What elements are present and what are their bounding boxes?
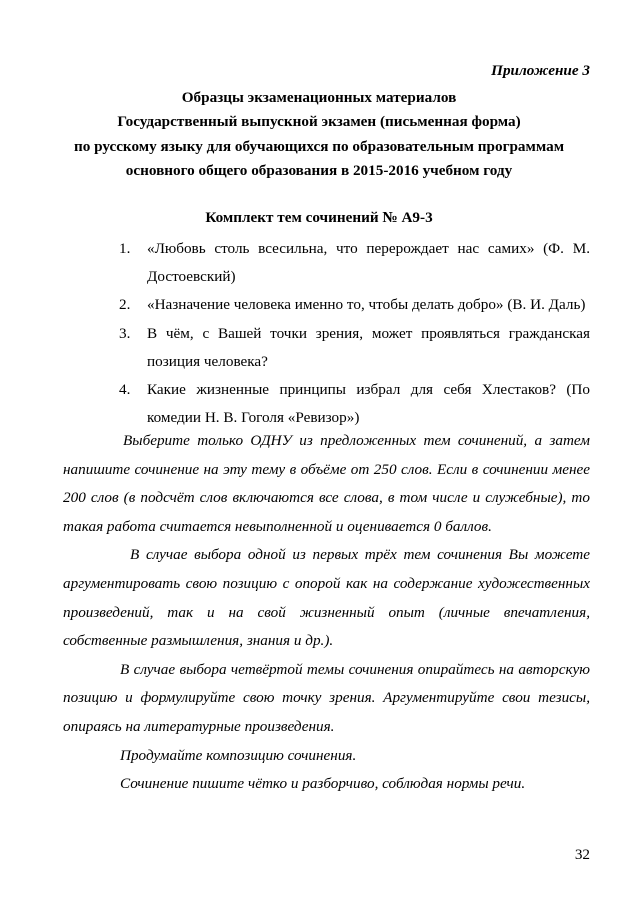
heading-line-1: Образцы экзаменационных материалов (181, 89, 457, 106)
heading-line-3: по русскому языку для обучающихся по образовательным программам (73, 137, 565, 155)
heading-line-4: основного общего образования в 2015-2016 учебном году (125, 162, 513, 180)
instruction-paragraph: Сочинение пишите чётко и разборчиво, соблюдая нормы речи. (120, 775, 526, 793)
topic-list (119, 235, 590, 432)
instructions-block (63, 427, 590, 799)
topic-item (119, 320, 590, 376)
appendix-label: Приложение 3 (491, 62, 590, 79)
instruction-paragraph: В случае выбора четвёртой темы сочинения опирайтесь на авторскую позицию и формулируйте свою точку зрения. Аргументируйте свои тезисы, опираясь на литературные произведения. (63, 660, 590, 735)
instruction-paragraph: Продумайте композицию сочинения. (120, 746, 357, 764)
topic-set-title: Комплект тем сочинений № А9-3 (205, 209, 433, 226)
heading-line-2: Государственный выпускной экзамен (письменная форма) (117, 113, 521, 131)
document-heading (48, 86, 590, 184)
topic-number: 1. (119, 240, 131, 257)
topic-item (119, 235, 590, 291)
topic-number: 2. (119, 296, 131, 314)
topic-text: В чём, с Вашей точки зрения, может проявляться гражданская позиция человека? (147, 324, 590, 370)
topic-text: «Назначение человека именно то, чтобы делать добро» (В. И. Даль) (147, 296, 586, 314)
topic-number: 4. (119, 381, 131, 399)
topic-text: Какие жизненные принципы избрал для себя Хлестаков? (По комедии Н. В. Гоголя «Ревизор») (147, 381, 590, 427)
topic-text: «Любовь столь всесильна, что перерождает нас самих» (Ф. М. Достоевский) (147, 240, 590, 286)
instruction-paragraph: Выберите только ОДНУ из предложенных тем сочинений, а затем напишите сочинение на эту тему в объёме от 250 слов. Если в сочинении менее 200 слов (в подсчёт слов включаются все слова, в том числе и служебные), то такая работа считается невыполненной и оценивается 0 баллов. (63, 432, 590, 535)
topic-item (119, 376, 590, 432)
topic-number: 3. (119, 324, 131, 342)
topic-item (119, 291, 590, 319)
page-number: 32 (574, 846, 590, 863)
instruction-paragraph: В случае выбора одной из первых трёх тем сочинения Вы можете аргументировать свою позицию с опорой как на содержание художественных произведений, так и на свой жизненный опыт (личные впечатления, собственные размышления, знания и др.). (63, 546, 590, 650)
